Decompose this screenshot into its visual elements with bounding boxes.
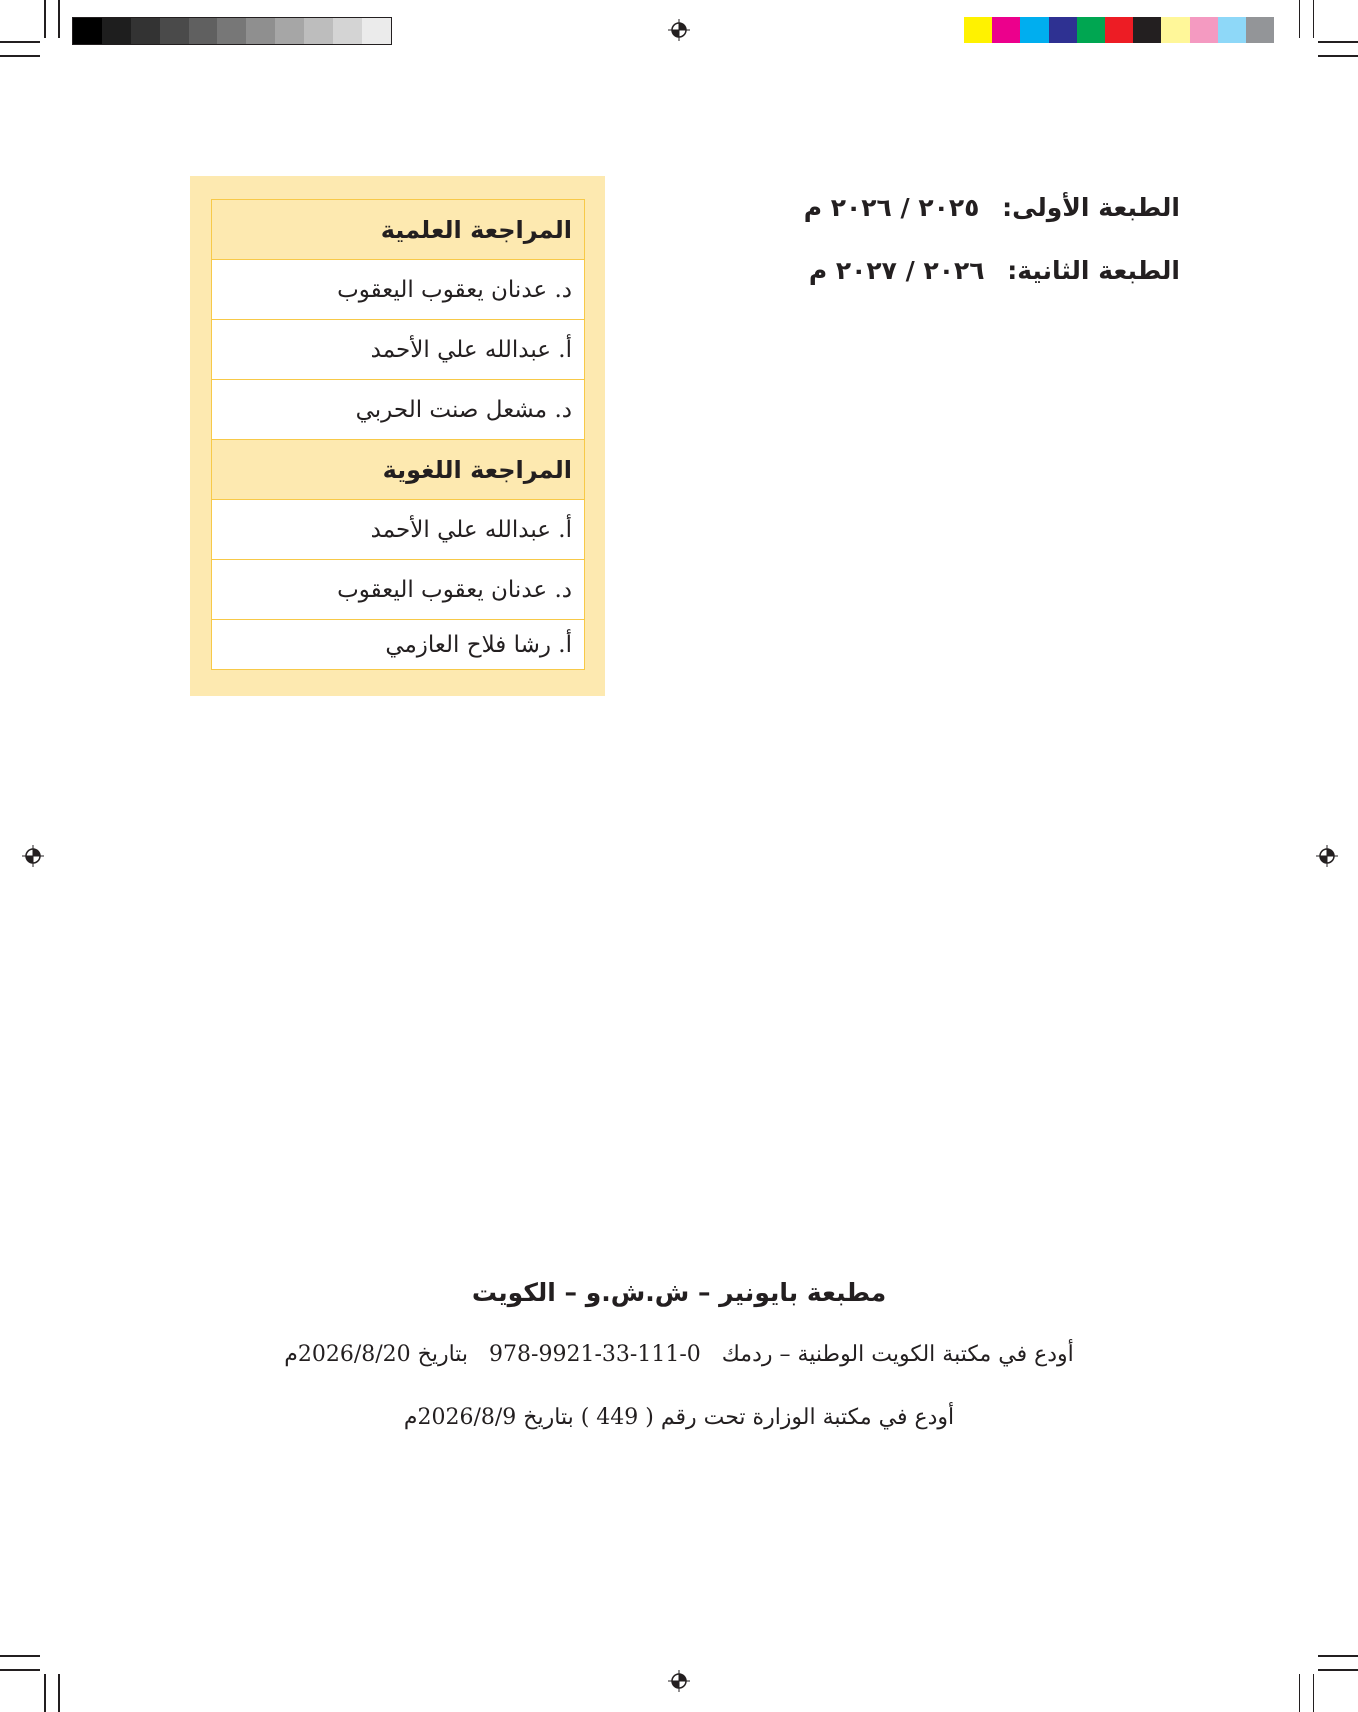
- registration-mark-icon: [22, 845, 44, 867]
- edition-first: [760, 176, 1180, 239]
- color-swatch: [1020, 17, 1048, 43]
- edition-years: ٢٠٢٦ / ٢٠٢٧ م: [808, 256, 985, 285]
- national-library-deposit: [0, 1342, 1358, 1367]
- color-swatch: [333, 18, 362, 44]
- crop-mark: [0, 41, 40, 43]
- color-swatch: [1105, 17, 1133, 43]
- section-heading-scientific-review: المراجعة العلمية: [212, 200, 584, 260]
- editions-block: [760, 176, 1180, 302]
- section-heading-linguistic-review: المراجعة اللغوية: [212, 440, 584, 500]
- color-swatch: [1190, 17, 1218, 43]
- reviewer-name: د. عدنان يعقوب اليعقوب: [212, 260, 584, 320]
- deposit-national-prefix: أودع في مكتبة الكويت الوطنية – ردمك: [721, 1342, 1074, 1367]
- color-swatch: [73, 18, 102, 44]
- color-calibration-bar: [964, 17, 1274, 43]
- color-swatch: [964, 17, 992, 43]
- crop-mark: [1299, 1674, 1301, 1712]
- grayscale-calibration-bar: [72, 17, 392, 45]
- color-swatch: [246, 18, 275, 44]
- isbn: 978-9921-33-111-0: [489, 1342, 701, 1367]
- crop-mark: [58, 1674, 60, 1712]
- reviewer-name: أ. عبدالله علي الأحمد: [212, 500, 584, 560]
- crop-mark: [1318, 41, 1358, 43]
- color-swatch: [1077, 17, 1105, 43]
- color-swatch: [160, 18, 189, 44]
- crop-mark: [0, 1669, 40, 1671]
- reviewer-name: أ. رشا فلاح العازمي: [212, 620, 584, 669]
- ministry-library-deposit: أودع في مكتبة الوزارة تحت رقم ( 449 ) بتاريخ 2026/8/9م: [403, 1405, 955, 1430]
- color-swatch: [362, 18, 391, 44]
- registration-mark-icon: [1316, 845, 1338, 867]
- color-swatch: [1161, 17, 1189, 43]
- crop-mark: [1318, 1669, 1358, 1671]
- printer-line: مطبعة بايونير – ش.ش.و – الكويت: [471, 1278, 887, 1307]
- color-swatch: [275, 18, 304, 44]
- crop-mark: [1313, 1674, 1315, 1712]
- crop-mark: [1299, 0, 1301, 38]
- reviewer-name: د. مشعل صنت الحربي: [212, 380, 584, 440]
- color-swatch: [131, 18, 160, 44]
- color-swatch: [189, 18, 218, 44]
- edition-label: الطبعة الثانية:: [1007, 256, 1180, 285]
- color-swatch: [1218, 17, 1246, 43]
- edition-years: ٢٠٢٥ / ٢٠٢٦ م: [803, 193, 980, 222]
- color-swatch: [992, 17, 1020, 43]
- registration-mark-icon: [668, 19, 690, 41]
- reviewer-name: أ. عبدالله علي الأحمد: [212, 320, 584, 380]
- crop-mark: [0, 55, 40, 57]
- color-swatch: [1049, 17, 1077, 43]
- crop-mark: [44, 1674, 46, 1712]
- crop-mark: [0, 1655, 40, 1657]
- reviewers-table: [211, 199, 585, 670]
- crop-mark: [44, 0, 46, 38]
- color-swatch: [1246, 17, 1274, 43]
- edition-second: [760, 239, 1180, 302]
- color-swatch: [102, 18, 131, 44]
- crop-mark: [1313, 0, 1315, 38]
- crop-mark: [1318, 1655, 1358, 1657]
- color-swatch: [217, 18, 246, 44]
- crop-mark: [1318, 55, 1358, 57]
- edition-label: الطبعة الأولى:: [1002, 193, 1180, 222]
- deposit-national-suffix: بتاريخ 2026/8/20م: [284, 1342, 469, 1367]
- registration-mark-icon: [668, 1670, 690, 1692]
- reviewers-panel: [190, 176, 605, 696]
- crop-mark: [58, 0, 60, 38]
- reviewer-name: د. عدنان يعقوب اليعقوب: [212, 560, 584, 620]
- color-swatch: [1133, 17, 1161, 43]
- color-swatch: [304, 18, 333, 44]
